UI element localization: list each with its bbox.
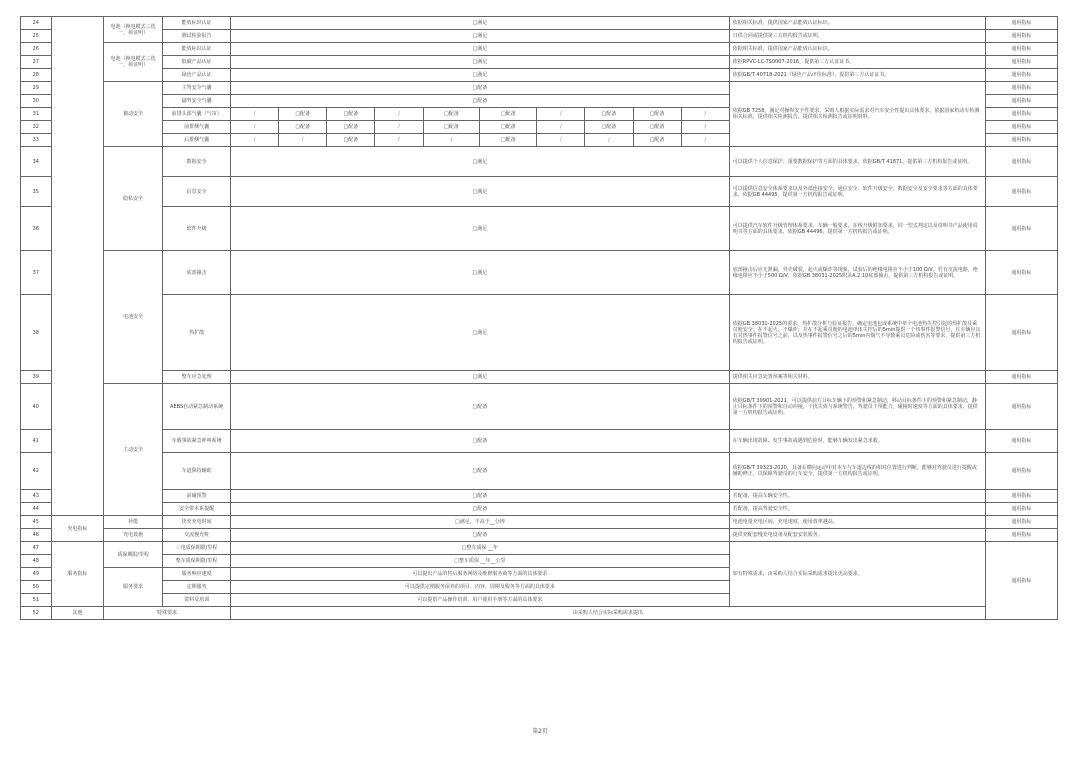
option-cell: / (231, 108, 279, 121)
option-cell: □配备 (480, 134, 537, 147)
table-row (21, 384, 1058, 430)
option-cell: □配备 (585, 121, 633, 134)
row-number: 41 (21, 430, 52, 453)
requirement-value: 可以提供产品操作培训，用户使用手册等方面的具体要求 (231, 594, 730, 607)
usual-indicator: 通用指标 (985, 542, 1057, 620)
item-label: 能效标识认证 (163, 17, 231, 30)
row-number: 50 (21, 581, 52, 594)
item-label: 服务响应速度 (163, 568, 231, 581)
option-cell: □配备 (633, 121, 681, 134)
option-cell: / (375, 108, 423, 121)
usual-indicator: 通用指标 (985, 43, 1057, 56)
table-row (21, 430, 1058, 453)
requirement-value: □满足 (231, 56, 730, 69)
requirement-value: □满足，不高于__分钟 (231, 516, 730, 529)
option-cell: / (681, 108, 729, 121)
usual-indicator: 通用指标 (985, 490, 1057, 503)
table-row (21, 147, 1058, 177)
option-cell: □配备 (480, 108, 537, 121)
table-row (21, 82, 1058, 95)
usual-indicator: 通用指标 (985, 134, 1057, 147)
requirement-value: □满足 (231, 207, 730, 251)
requirement-note: 依据RPVC-LC-TS0007-2016，提供第三方认证证书。 (729, 56, 985, 69)
row-number: 44 (21, 503, 52, 516)
usual-indicator: 通用指标 (985, 95, 1057, 108)
option-cell: / (231, 134, 279, 147)
table-row (21, 177, 1058, 207)
section-label: 质保期限/里程 (104, 542, 163, 568)
row-number: 39 (21, 371, 52, 384)
option-cell: / (681, 134, 729, 147)
requirement-value: □配备 (231, 95, 730, 108)
table-row (21, 69, 1058, 82)
option-cell: / (279, 134, 327, 147)
requirement-note: 日供合同或提供第三方机构报告或证明。 (729, 30, 985, 43)
item-label: 整车应急处理 (163, 371, 231, 384)
item-label: 前排侧气囊 (163, 121, 231, 134)
requirement-value: 可以提供定期服务保养的项目、内容、周期及服务等方面的具体要求 (231, 581, 730, 594)
table-row (21, 542, 1058, 555)
requirement-value: □整车质保 __年 (231, 542, 730, 555)
row-number: 32 (21, 121, 52, 134)
table-row (21, 529, 1058, 542)
table-row (21, 371, 1058, 384)
requirement-note: 若配备，提高车辆安全性。 (729, 490, 985, 503)
requirement-value: □整车质保 __年__公里 (231, 555, 730, 568)
item-label: 热扩散 (163, 295, 231, 371)
usual-indicator: 通用指标 (985, 207, 1057, 251)
requirement-value: □配备 (231, 490, 730, 503)
usual-indicator: 通用指标 (985, 69, 1057, 82)
section-label: 电池安全 (104, 251, 163, 384)
item-label: 前排头部气囊（气帘） (163, 108, 231, 121)
row-number: 33 (21, 134, 52, 147)
item-label: 定期服务 (163, 581, 231, 594)
row-number: 36 (21, 207, 52, 251)
requirement-value: □配备 (231, 82, 730, 95)
row-number: 35 (21, 177, 52, 207)
section-label: 充电设施 (104, 529, 163, 542)
requirement-note: 如有特殊需求，由采购人结合实际采购需求提出更高要求。 (729, 542, 985, 607)
usual-indicator: 通用指标 (985, 82, 1057, 95)
row-number: 52 (21, 607, 52, 620)
usual-indicator: 通用指标 (985, 503, 1057, 516)
row-number: 43 (21, 490, 52, 503)
item-label: 软件升级 (163, 207, 231, 251)
requirement-note: 可以提供汽车软件升级管理体系要求，车辆一般要求，在线升级附加要求，同一型式判定以及说明书产品使用说明书等方面的具体要求，依据GB 44496，提供第一方机构报告或证明。 (729, 207, 985, 251)
usual-indicator: 通用指标 (985, 453, 1057, 490)
option-cell: / (681, 121, 729, 134)
section-label: 补能 (104, 516, 163, 529)
item-label: 能效标识认证 (163, 43, 231, 56)
table-row (21, 516, 1058, 529)
requirement-note: 可以提供个人信息保护、重要数据保护等方面的具体要求，依据GB/T 41871，提供第三方机构报告或证明。 (729, 147, 985, 177)
table-row (21, 295, 1058, 371)
option-cell: / (423, 134, 480, 147)
option-cell: □配备 (633, 134, 681, 147)
row-number: 48 (21, 555, 52, 568)
item-label: 后排侧气囊 (163, 134, 231, 147)
row-number: 28 (21, 69, 52, 82)
usual-indicator: 通用指标 (985, 17, 1057, 30)
usual-indicator: 通用指标 (985, 177, 1057, 207)
row-number: 27 (21, 56, 52, 69)
category-label: 充电指标 (51, 516, 104, 542)
requirements-table (20, 16, 1058, 620)
option-cell: □配备 (327, 134, 375, 147)
option-cell: □配备 (585, 108, 633, 121)
item-label: 信息安全 (163, 177, 231, 207)
category-label: 服务指标 (51, 542, 104, 607)
usual-indicator: 通用指标 (985, 147, 1057, 177)
item-label: 快充充电时间 (163, 516, 231, 529)
section-label: 特殊要求 (104, 607, 231, 620)
option-cell: / (231, 121, 279, 134)
usual-indicator: 通用指标 (985, 30, 1057, 43)
section-label: 主动安全 (104, 384, 163, 516)
table-row (21, 43, 1058, 56)
requirement-value: □满足 (231, 43, 730, 56)
section-label: 服务要求 (104, 568, 163, 607)
item-label: AEBS自动紧急制动系统 (163, 384, 231, 430)
requirement-value: □满足 (231, 30, 730, 43)
section-label: 电池（换电模式三选一，须证明） (104, 43, 163, 82)
usual-indicator: 通用指标 (985, 56, 1057, 69)
requirement-note: 依据GB/T 40718-2021《绿色产品评价标准》，提供第三方认证证书。 (729, 69, 985, 82)
requirement-note: 在车辆出现故障、发生事故或遇到危险时，能够车辆发出紧急求救。 (729, 430, 985, 453)
item-label: 车载事故紧急呼叫系统 (163, 430, 231, 453)
requirement-value: □满足 (231, 251, 730, 295)
option-cell: □配备 (279, 108, 327, 121)
section-label: 隐私安全 (104, 147, 163, 251)
option-cell: / (537, 108, 585, 121)
item-label: 交流慢充桩 (163, 529, 231, 542)
item-label: 测试检验报告 (163, 30, 231, 43)
requirement-note: 可以提供信息安全体系要求以及外部连接安全、通信安全、软件升级安全、数据安全及安全要求等方面的具体要求，依据GB 44495，提供第一方机构报告或证明。 (729, 177, 985, 207)
requirement-value: 由采购人结合实际采购需求提出 (231, 607, 986, 620)
row-number: 34 (21, 147, 52, 177)
option-cell: / (375, 121, 423, 134)
usual-indicator: 通用指标 (985, 295, 1057, 371)
row-number: 51 (21, 594, 52, 607)
option-cell: □配备 (633, 108, 681, 121)
item-label: 车道保持辅助 (163, 453, 231, 490)
requirement-note: 依据相关标准，提供国家产品能效认证标识。 (729, 43, 985, 56)
usual-indicator: 通用指标 (985, 108, 1057, 121)
requirement-note: 依据相关标准，提供国家产品能效认证标识。 (729, 17, 985, 30)
requirement-value: □满足 (231, 69, 730, 82)
table-row (21, 607, 1058, 620)
usual-indicator: 通用指标 (985, 121, 1057, 134)
option-cell: / (537, 134, 585, 147)
table-row (21, 207, 1058, 251)
requirement-note: 依据GB 7258，满足对操纵安全性要求，采购人根据实际需求对汽车安全性提出具体要求，依据国家机动车检测相关标准，提供相关检测报告。提供相关检测报告或证明材料。 (729, 82, 985, 147)
requirement-note: 提供充配套慢充电设备及配套安装服务。 (729, 529, 985, 542)
table-row (21, 490, 1058, 503)
usual-indicator: 通用指标 (985, 371, 1057, 384)
item-label: 安全带未系提醒 (163, 503, 231, 516)
row-number: 37 (21, 251, 52, 295)
item-label: 资料及培训 (163, 594, 231, 607)
requirement-note: 底部撞击后应无泄漏，外壳破裂，起火或爆炸等现象，试验后的绝缘电阻应不小于100 Ω/V，若有交流电路，绝缘电阻应不小于500 Ω/V，依据GB 38031-2025附录A.2.10底部撞击，提供第三方机构报告或证明。 (729, 251, 985, 295)
requirement-note: 依据GB/T 39323-2020，具备在横向运动中对本车与车道边线的相对位置进行判断，能够对驾驶员进行提醒或辅助修正，以保障驾驶员的行车安全，提供第一方机构报告或证明。 (729, 453, 985, 490)
option-cell: □配备 (423, 121, 480, 134)
row-number: 24 (21, 17, 52, 30)
usual-indicator: 通用指标 (985, 529, 1057, 542)
row-number: 40 (21, 384, 52, 430)
option-cell: □配备 (423, 108, 480, 121)
table-row (21, 503, 1058, 516)
option-cell: / (585, 134, 633, 147)
section-label: 被动安全 (104, 82, 163, 147)
option-cell: / (537, 121, 585, 134)
item-label: 底部撞击 (163, 251, 231, 295)
row-number: 30 (21, 95, 52, 108)
row-number: 45 (21, 516, 52, 529)
option-cell: / (375, 134, 423, 147)
item-label: 三电质保期限/里程 (163, 542, 231, 555)
row-number: 29 (21, 82, 52, 95)
requirement-note: 依据GB/T 39901-2021，可以提供前方目标车辆下的预警和紧急制动，移动目标条件下的预警和紧急制动，静止目标条件下的预警和自动冲撞，干扰失效与系统警告，驾驶员干预能力，碰撞时速度等方面的具体要求，提供第一方机构报告或证明。 (729, 384, 985, 430)
requirement-value: □满足 (231, 147, 730, 177)
requirement-note: 依据GB 38031-2025的要求，热扩散分析与验证报告，确定电池包或系统中单个电池热失控引起的热扩散及乘员舱安全；在不起火、不爆炸；并在不起乘员舱的电池单体失控后的5min提供一个热事件报警信号，且车辆应具有对热事件报警信号之前，以及热事件报警信号之后的5min内烟气不导致乘员危险或伤害等要求，提供第三方机构报告或证明。 (729, 295, 985, 371)
row-number: 46 (21, 529, 52, 542)
table-row (21, 56, 1058, 69)
item-label: 主驾安全气囊 (163, 82, 231, 95)
requirement-value: □配备 (231, 384, 730, 430)
row-number: 38 (21, 295, 52, 371)
row-number: 42 (21, 453, 52, 490)
item-label: 副驾安全气囊 (163, 95, 231, 108)
usual-indicator: 通用指标 (985, 384, 1057, 430)
option-cell: □配备 (327, 108, 375, 121)
item-label: 整车质保期限/里程 (163, 555, 231, 568)
requirement-value: 可以提出产品的售后服务网络及维修服务商等方面的具体要求 (231, 568, 730, 581)
requirement-value: □满足 (231, 177, 730, 207)
section-label: 电池（换电模式三选一，须证明） (104, 17, 163, 43)
group-cell (51, 17, 104, 516)
table-row (21, 251, 1058, 295)
table-row (21, 17, 1058, 30)
row-number: 47 (21, 542, 52, 555)
row-number: 26 (21, 43, 52, 56)
item-label: 前碰预警 (163, 490, 231, 503)
row-number: 25 (21, 30, 52, 43)
requirement-value: □配备 (231, 503, 730, 516)
option-cell: □配备 (327, 121, 375, 134)
usual-indicator: 通用指标 (985, 251, 1057, 295)
option-cell: □配备 (279, 121, 327, 134)
requirement-value: □配备 (231, 529, 730, 542)
usual-indicator: 通用指标 (985, 430, 1057, 453)
category-label: 其他 (51, 607, 104, 620)
item-label: 数据安全 (163, 147, 231, 177)
requirement-value: □配备 (231, 453, 730, 490)
table-row (21, 453, 1058, 490)
option-cell: □配备 (480, 121, 537, 134)
requirement-note: 提供相关应急处置预案等相关材料。 (729, 371, 985, 384)
row-number: 31 (21, 108, 52, 121)
requirement-value: □满足 (231, 295, 730, 371)
table-row (21, 30, 1058, 43)
row-number: 49 (21, 568, 52, 581)
requirement-note: 若配备，提高驾驶安全性。 (729, 503, 985, 516)
item-label: 绿色产品认证 (163, 69, 231, 82)
requirement-value: □满足 (231, 371, 730, 384)
page-number: 第2页 (532, 728, 548, 735)
item-label: 低碳产品认证 (163, 56, 231, 69)
requirement-value: □配备 (231, 430, 730, 453)
usual-indicator: 通用指标 (985, 516, 1057, 529)
requirement-value: □满足 (231, 17, 730, 30)
requirement-note: 电池电量充电区间、充电速度，使用效率越高。 (729, 516, 985, 529)
